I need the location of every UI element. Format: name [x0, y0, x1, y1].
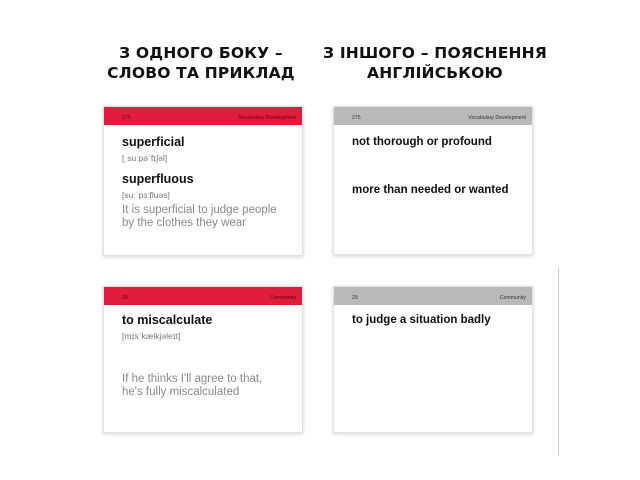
card-number: 29 — [352, 295, 358, 301]
card-number: 275 — [122, 115, 131, 121]
heading-right-line-2: АНГЛІЙСЬКОЮ — [367, 64, 503, 82]
card-transcription: [mɪsˈkælkjəleɪt] — [122, 331, 181, 341]
flashcard-front-miscalculate — [103, 286, 303, 433]
heading-left-line-1: З ОДНОГО БОКУ – — [119, 44, 283, 62]
card-category: Vocabulary Development — [238, 115, 296, 121]
card-example-line: he's fully miscalculated — [122, 386, 240, 398]
card-definition: not thorough or profound — [352, 136, 492, 148]
card-example-line: It is superficial to judge people — [122, 204, 277, 216]
card-header-gray — [334, 107, 532, 125]
card-body — [104, 125, 302, 230]
heading-left-line-2: СЛОВО ТА ПРИКЛАД — [107, 64, 295, 82]
card-body — [334, 305, 532, 327]
flashcard-front-superficial — [103, 106, 303, 256]
card-definition: to judge a situation badly — [352, 314, 491, 326]
card-header-red — [104, 107, 302, 125]
flashcard-back-miscalculate — [333, 286, 533, 433]
card-word: to miscalculate — [122, 313, 213, 327]
flashcard-back-superficial — [333, 106, 533, 255]
card-number: 275 — [352, 115, 361, 121]
card-example-line: If he thinks I'll agree to that, — [122, 373, 263, 385]
card-category: Vocabulary Development — [468, 115, 526, 121]
card-header-gray — [334, 287, 532, 305]
card-category: Community — [269, 295, 296, 301]
card-word: superfluous — [122, 172, 194, 186]
card-example-line: by the clothes they wear — [122, 217, 247, 229]
card-definition: more than needed or wanted — [352, 184, 509, 196]
card-word: superficial — [122, 135, 185, 149]
heading-word-and-example — [81, 43, 321, 83]
card-header-red — [104, 287, 302, 305]
vertical-divider — [558, 268, 559, 456]
heading-right-line-1: З ІНШОГО – ПОЯСНЕННЯ — [323, 44, 547, 62]
card-transcription: [suːˈpɜːfluəs] — [122, 190, 170, 200]
card-category: Community — [499, 295, 526, 301]
card-transcription: [ˌsuːpəˈfɪʃəl] — [122, 153, 168, 163]
card-body — [104, 305, 302, 399]
card-body — [334, 125, 532, 197]
heading-english-explanation — [315, 43, 555, 83]
card-number: 29 — [122, 295, 128, 301]
